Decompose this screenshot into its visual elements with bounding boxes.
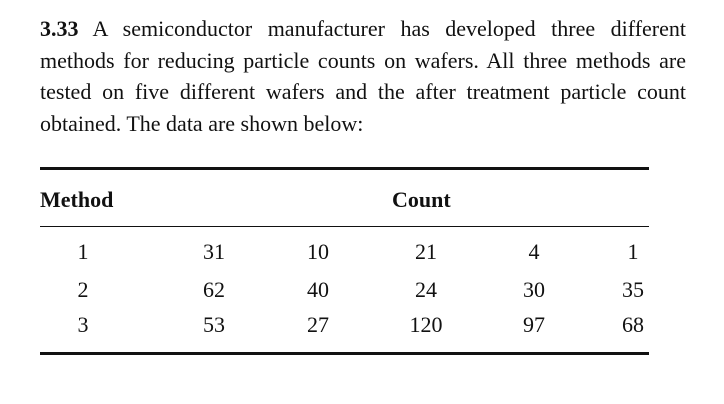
count-cell: 21 <box>415 239 437 264</box>
count-cell: 68 <box>622 312 644 337</box>
header-rule <box>40 226 649 227</box>
table-top-rule <box>40 167 649 170</box>
count-cell: 120 <box>409 312 443 337</box>
count-cell: 97 <box>523 312 545 337</box>
count-cell: 1 <box>627 239 639 264</box>
method-header: Method <box>40 187 114 212</box>
count-cell: 62 <box>203 277 225 302</box>
method-cell: 3 <box>77 312 89 337</box>
count-cell: 30 <box>523 277 545 302</box>
problem-statement <box>40 13 686 139</box>
method-cell: 1 <box>77 239 89 264</box>
count-header: Count <box>392 187 451 212</box>
count-cell: 31 <box>203 239 225 264</box>
count-cell: 24 <box>415 277 437 302</box>
count-cell: 35 <box>622 277 644 302</box>
count-cell: 40 <box>307 277 329 302</box>
method-cell: 2 <box>77 277 89 302</box>
count-cell: 10 <box>307 239 329 264</box>
table-bottom-rule <box>40 352 649 355</box>
count-cell: 4 <box>528 239 540 264</box>
count-cell: 27 <box>307 312 329 337</box>
count-cell: 53 <box>203 312 225 337</box>
problem-text: A semiconductor manufacturer has developed three different methods for reducing particle counts on wafers. All three methods are tested on five different wafers and the after treatment particle count obtained. The data are shown below: <box>40 16 686 136</box>
problem-number: 3.33 <box>40 16 79 41</box>
